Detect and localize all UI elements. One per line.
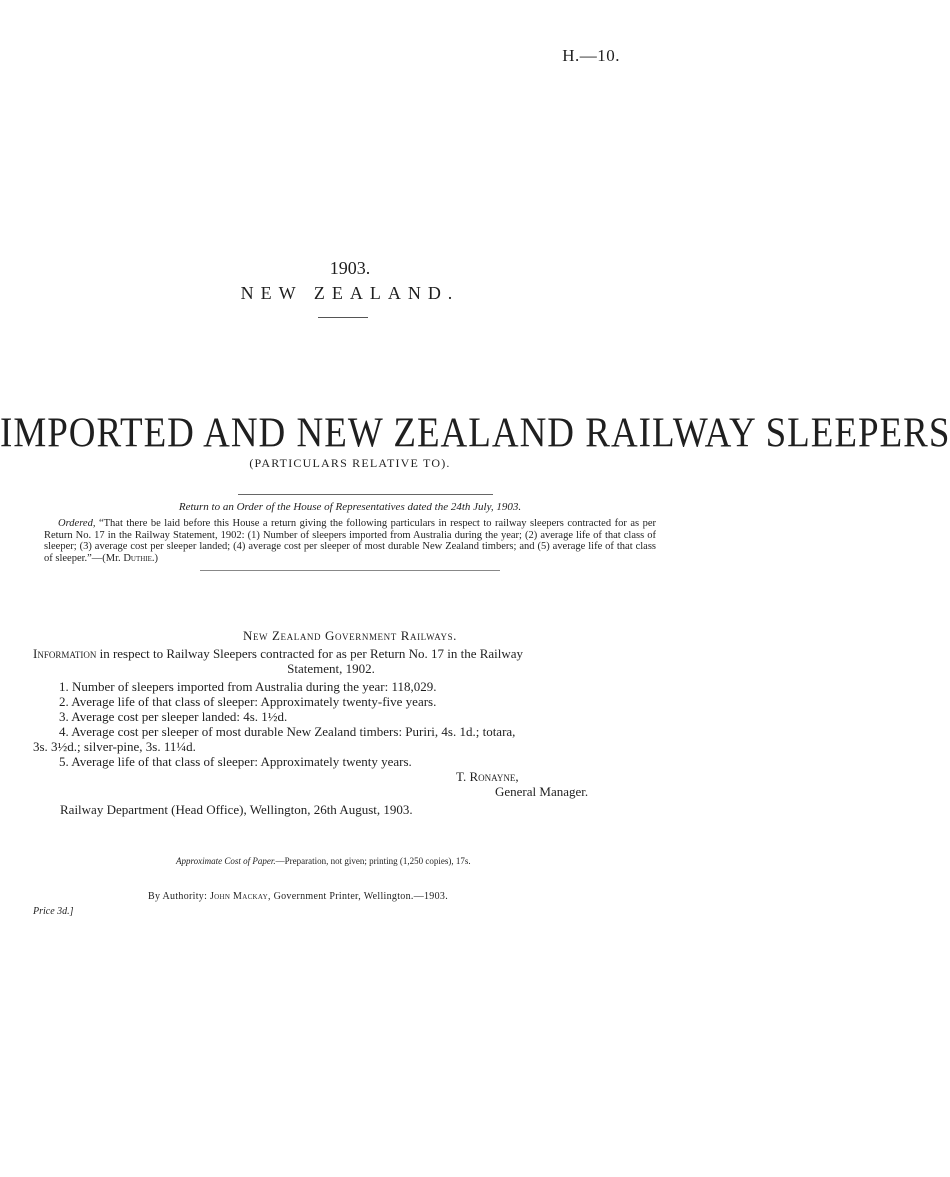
signatory-name: T. Ronayne, xyxy=(456,769,519,784)
document-code: H.—10. xyxy=(562,46,620,65)
cost-label: Approximate Cost of Paper. xyxy=(176,856,276,866)
document-title: IMPORTED AND NEW ZEALAND RAILWAY SLEEPERS xyxy=(0,409,950,458)
price-note: Price 3d.] xyxy=(33,906,74,917)
mover-name: Duthie xyxy=(123,552,152,564)
ordered-end: .) xyxy=(151,552,159,564)
list-item: 2. Average life of that class of sleeper: Approximately twenty-five years. xyxy=(59,694,437,709)
printer-name: John Mackay xyxy=(209,891,268,902)
document-subtitle: (PARTICULARS RELATIVE TO). xyxy=(249,456,451,470)
list-item: 4. Average cost per sleeper of most durable New Zealand timbers: Puriri, 4s. 1d.; totara, xyxy=(59,724,516,739)
information-continuation: Statement, 1902. xyxy=(287,661,375,676)
divider xyxy=(238,494,493,495)
signatory-title: General Manager. xyxy=(495,784,589,799)
order-paragraph xyxy=(44,518,656,564)
printer-authority xyxy=(148,891,448,902)
information-text: in respect to Railway Sleepers contracted for as per Return No. 17 in the Railway xyxy=(96,646,524,661)
authority-suffix: , Government Printer, Wellington.—1903. xyxy=(267,891,448,902)
ordered-label: Ordered, xyxy=(58,518,96,529)
list-item-continuation: 3s. 3½d.; silver-pine, 3s. 11¼d. xyxy=(33,739,196,754)
divider xyxy=(200,570,500,571)
information-label: Information xyxy=(33,646,97,661)
divider xyxy=(318,317,368,318)
cost-note xyxy=(176,856,471,866)
organization-heading: New Zealand Government Railways. xyxy=(242,628,458,643)
list-item: 5. Average life of that class of sleeper: Approximately twenty years. xyxy=(59,754,412,769)
return-order-line: Return to an Order of the House of Representatives dated the 24th July, 1903. xyxy=(178,501,522,513)
list-item: 1. Number of sleepers imported from Australia during the year: 118,029. xyxy=(59,679,437,694)
ordered-text: “That there be laid before this House a return giving the following particulars in respect to railway sleepers contracted for as per Return No. 17 in the Railway Statement, 1902: (1) Number of sleepers imported from Australia during the year; (2) average life of that class of sleeper; (3) average cost per sleeper landed; (4) average cost per sleeper of most durable New Zealand timbers; and (5) average life of that class of sleeper.”—(Mr. xyxy=(44,518,656,564)
document-year: 1903. xyxy=(329,258,371,278)
country-heading: NEW ZEALAND. xyxy=(240,283,460,303)
authority-prefix: By Authority: xyxy=(148,891,210,902)
cost-text: —Preparation, not given; printing (1,250 copies), 17s. xyxy=(275,856,471,866)
list-item: 3. Average cost per sleeper landed: 4s. 1½d. xyxy=(59,709,288,724)
department-line: Railway Department (Head Office), Wellington, 26th August, 1903. xyxy=(60,802,413,817)
information-paragraph xyxy=(33,646,629,676)
